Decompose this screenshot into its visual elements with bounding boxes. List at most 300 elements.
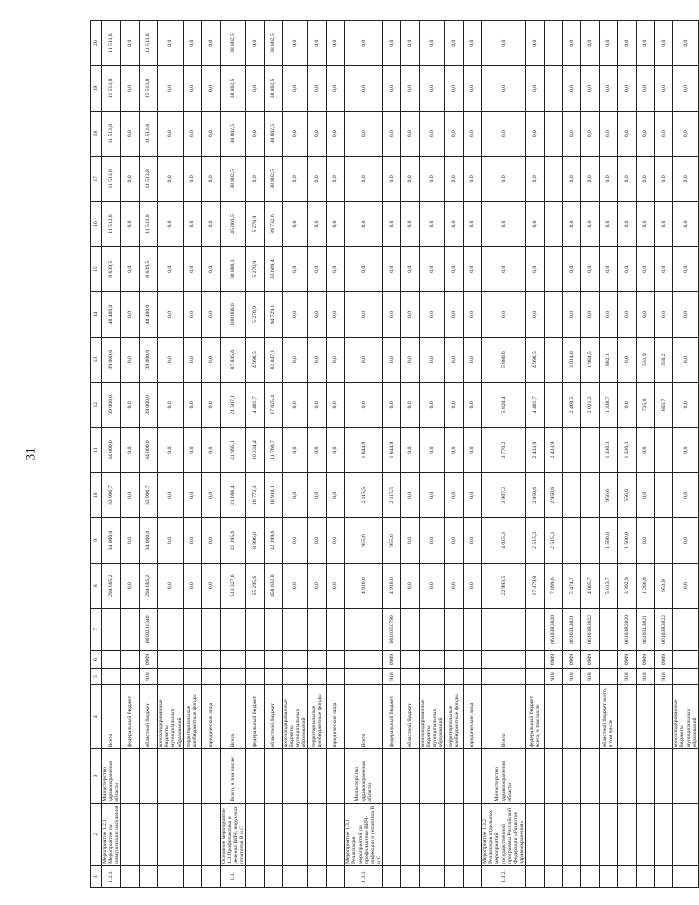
table-cell: Всего — [220, 685, 246, 749]
value-cell: 1 500,0 — [618, 518, 636, 563]
value-cell: 11 513,8 — [139, 111, 157, 156]
table-cell — [345, 669, 383, 685]
value-cell: 0,0 — [282, 201, 308, 246]
value-cell: 0,0 — [158, 66, 184, 111]
value-cell: 0,0 — [636, 21, 654, 66]
value-cell: 0,0 — [673, 427, 699, 472]
value-cell: 0,0 — [463, 427, 481, 472]
value-cell: 1 500,0 — [599, 518, 617, 563]
value-cell: 0,0 — [345, 292, 383, 337]
value-cell: 38 802,5 — [220, 156, 246, 201]
value-cell — [581, 518, 599, 563]
table-cell: 1.3.2. — [482, 865, 526, 887]
value-cell: 0,0 — [202, 518, 220, 563]
value-cell: 0,0 — [654, 21, 672, 66]
table-cell — [673, 608, 699, 650]
table-cell: юридические лица — [202, 685, 220, 749]
value-cell — [562, 427, 580, 472]
table-row — [526, 21, 544, 888]
table-cell — [463, 669, 481, 685]
value-cell: 0,0 — [445, 201, 463, 246]
value-cell: 0,0 — [562, 156, 580, 201]
value-cell: 0,0 — [383, 292, 401, 337]
table-cell — [158, 669, 184, 685]
table-cell — [326, 669, 344, 685]
value-cell: 0,0 — [183, 247, 201, 292]
value-cell: 0,0 — [618, 21, 636, 66]
table-cell: 06103L3821 — [562, 608, 580, 650]
table-cell — [581, 685, 599, 749]
table-cell — [463, 650, 481, 668]
value-cell: 0,0 — [636, 247, 654, 292]
value-cell: 0,0 — [636, 156, 654, 201]
column-header: 19 — [91, 66, 102, 111]
column-header: 10 — [91, 473, 102, 518]
table-cell: территориальные внебюджетные фонды — [183, 685, 201, 749]
value-cell: 0,0 — [326, 201, 344, 246]
table-cell: Министерство здравоохранения области — [482, 749, 526, 803]
value-cell: 0,0 — [463, 66, 481, 111]
value-cell: 0,0 — [673, 563, 699, 608]
value-cell: 0,0 — [345, 21, 383, 66]
column-header: 2 — [91, 803, 102, 865]
value-cell: 11 513,8 — [139, 66, 157, 111]
table-cell: консолидированные бюджеты муниципальных образований — [158, 685, 184, 749]
table-cell — [183, 650, 201, 668]
value-cell: 0,0 — [202, 337, 220, 382]
value-cell — [654, 518, 672, 563]
table-cell — [246, 608, 264, 650]
table-cell: 0909 — [383, 650, 401, 668]
value-cell: 0,0 — [121, 156, 139, 201]
value-cell: 55 295,6 — [246, 563, 264, 608]
value-cell: 0,0 — [158, 382, 184, 427]
table-cell — [264, 865, 282, 887]
table-cell — [282, 803, 308, 865]
value-cell: 0,0 — [345, 201, 383, 246]
value-cell: 0,0 — [183, 518, 201, 563]
value-cell: 0,0 — [121, 292, 139, 337]
column-header: 9 — [91, 518, 102, 563]
value-cell: 0,0 — [202, 427, 220, 472]
value-cell — [581, 473, 599, 518]
value-cell: 0,0 — [599, 247, 617, 292]
table-cell: 918 — [383, 669, 401, 685]
value-cell: 0,0 — [158, 201, 184, 246]
value-cell: 0,0 — [419, 473, 445, 518]
table-cell — [246, 749, 264, 803]
value-cell: 0,0 — [345, 156, 383, 201]
value-cell: 0,0 — [121, 337, 139, 382]
value-cell: 0,0 — [383, 247, 401, 292]
value-cell: 0,0 — [326, 382, 344, 427]
value-cell: 0,0 — [183, 473, 201, 518]
table-row — [654, 21, 672, 888]
value-cell: 0,0 — [202, 563, 220, 608]
value-cell: 1 336,3 — [618, 427, 636, 472]
value-cell: 0,0 — [121, 427, 139, 472]
table-cell — [401, 865, 419, 887]
value-cell: 0,0 — [419, 382, 445, 427]
column-header: 11 — [91, 427, 102, 472]
value-cell: 0,0 — [581, 156, 599, 201]
table-cell — [654, 803, 672, 865]
value-cell: 0,0 — [618, 156, 636, 201]
column-header: 7 — [91, 608, 102, 650]
table-cell — [599, 669, 617, 685]
table-cell: Всего — [482, 685, 526, 749]
table-cell — [419, 650, 445, 668]
table-header-row — [91, 21, 102, 888]
value-cell: 0,0 — [383, 201, 401, 246]
page-number: 31 — [22, 447, 38, 461]
table-cell — [202, 749, 220, 803]
table-cell: 0610351790 — [383, 608, 401, 650]
value-cell: 94 729,1 — [264, 292, 282, 337]
value-cell: 0,0 — [183, 201, 201, 246]
table-cell — [636, 685, 654, 749]
value-cell: 0,0 — [445, 292, 463, 337]
table-cell — [482, 669, 526, 685]
table-cell — [445, 608, 463, 650]
table-cell: 1.2.1. — [102, 865, 121, 887]
value-cell: 0,0 — [345, 66, 383, 111]
value-cell: 0,0 — [618, 292, 636, 337]
table-cell — [526, 803, 544, 865]
table-cell — [183, 803, 201, 865]
table-cell: 918 — [654, 669, 672, 685]
value-cell: 4 015,3 — [482, 518, 526, 563]
column-header: 5 — [91, 669, 102, 685]
value-cell: 38 802,5 — [220, 66, 246, 111]
value-cell — [544, 292, 562, 337]
value-cell: 0,0 — [636, 292, 654, 337]
table-cell: 918 — [636, 669, 654, 685]
value-cell: 0,0 — [383, 156, 401, 201]
value-cell: 0,0 — [673, 66, 699, 111]
table-cell: Мероприятие 1.2.1 Мероприятие по иммунизации населения — [102, 803, 121, 865]
value-cell: 0,0 — [526, 156, 544, 201]
value-cell: 0,0 — [482, 66, 526, 111]
value-cell: 0,0 — [673, 156, 699, 201]
value-cell: 0,0 — [282, 156, 308, 201]
value-cell: 0,0 — [599, 156, 617, 201]
value-cell: 0,0 — [121, 518, 139, 563]
value-cell: 21 195,6 — [220, 518, 246, 563]
value-cell: 0,0 — [345, 247, 383, 292]
table-cell: консолидированные бюджеты муниципальных образований — [282, 685, 308, 749]
table-cell — [482, 650, 526, 668]
value-cell: 0,0 — [202, 473, 220, 518]
table-cell: 918 — [618, 669, 636, 685]
table-cell: Мероприятие 1.3.1 Реализация мероприятий по профилактике ВИЧ-инфекции и гепатитов В и С — [345, 803, 383, 865]
value-cell: 0,0 — [246, 21, 264, 66]
value-cell: 0,0 — [158, 111, 184, 156]
value-cell: 0,0 — [562, 66, 580, 111]
table-cell — [526, 669, 544, 685]
value-cell: 0,0 — [581, 21, 599, 66]
table-cell: 918 — [544, 669, 562, 685]
value-cell: 5 880,6 — [482, 337, 526, 382]
table-cell — [121, 650, 139, 668]
value-cell: 0,0 — [308, 292, 326, 337]
value-cell: 0,0 — [326, 292, 344, 337]
table-cell: юридические лица — [463, 685, 481, 749]
table-cell — [246, 669, 264, 685]
value-cell: 0,0 — [445, 563, 463, 608]
value-cell: 0,0 — [445, 518, 463, 563]
value-cell: 294 685,2 — [102, 563, 121, 608]
value-cell: 5 270,9 — [246, 201, 264, 246]
value-cell: 0,0 — [383, 382, 401, 427]
table-cell: Всего, в том числе: — [220, 749, 246, 803]
value-cell: 0,0 — [482, 156, 526, 201]
table-cell: территориальные внебюджетные фонды — [445, 685, 463, 749]
value-cell: 0,0 — [562, 247, 580, 292]
table-row — [102, 21, 121, 888]
value-cell: 0,0 — [308, 473, 326, 518]
table-row — [220, 21, 246, 888]
table-cell: юридические лица — [326, 685, 344, 749]
value-cell: 350,2 — [654, 337, 672, 382]
table-row — [345, 21, 383, 888]
value-cell: 0,0 — [654, 66, 672, 111]
table-cell — [419, 608, 445, 650]
table-cell — [246, 803, 264, 865]
value-cell: 0,0 — [463, 382, 481, 427]
value-cell: 33 996,7 — [102, 473, 121, 518]
value-cell: 0,0 — [463, 111, 481, 156]
value-cell: 0,0 — [562, 111, 580, 156]
table-cell — [618, 749, 636, 803]
table-cell: областной бюджет — [139, 685, 157, 749]
table-row — [618, 21, 636, 888]
value-cell: 0,0 — [326, 247, 344, 292]
value-cell: 0,0 — [445, 66, 463, 111]
value-cell: 0,0 — [158, 156, 184, 201]
table-cell: 06103L3821 — [636, 608, 654, 650]
value-cell: 0,0 — [308, 201, 326, 246]
value-cell: 4 481,7 — [246, 382, 264, 427]
table-cell: Всего — [102, 685, 121, 749]
table-cell — [102, 608, 121, 650]
value-cell: 0,0 — [654, 292, 672, 337]
table-cell — [445, 749, 463, 803]
table-cell — [445, 669, 463, 685]
table-cell — [139, 865, 157, 887]
table-cell — [183, 608, 201, 650]
value-cell: 0,0 — [202, 156, 220, 201]
value-cell: 0,0 — [581, 201, 599, 246]
table-cell — [282, 865, 308, 887]
table-cell — [308, 608, 326, 650]
column-header: 6 — [91, 650, 102, 668]
table-cell — [562, 865, 580, 887]
value-cell: 0,0 — [618, 66, 636, 111]
value-cell: 0,0 — [308, 518, 326, 563]
value-cell: 0,0 — [618, 337, 636, 382]
value-cell: 3 770,2 — [482, 427, 526, 472]
value-cell: 38 802,5 — [220, 111, 246, 156]
value-cell: 0,0 — [618, 111, 636, 156]
value-cell: 0,0 — [482, 111, 526, 156]
value-cell: 0,0 — [463, 247, 481, 292]
table-cell: 1.3. — [220, 865, 246, 887]
value-cell: 1 984,5 — [581, 337, 599, 382]
table-row — [308, 21, 326, 888]
value-cell: 2 950,6 — [544, 473, 562, 518]
table-cell: 0909 — [581, 650, 599, 668]
value-cell: 0,0 — [282, 247, 308, 292]
table-cell — [544, 865, 562, 887]
value-cell: 0,0 — [636, 201, 654, 246]
value-cell: 33 609,4 — [264, 247, 282, 292]
table-cell — [463, 865, 481, 887]
table-row — [246, 21, 264, 888]
value-cell: 0,0 — [183, 382, 201, 427]
value-cell: 294 685,2 — [139, 563, 157, 608]
table-cell — [326, 650, 344, 668]
column-header: 20 — [91, 21, 102, 66]
table-cell — [202, 865, 220, 887]
value-cell: 513 327,6 — [220, 563, 246, 608]
value-cell: 0,0 — [401, 337, 419, 382]
table-cell — [562, 685, 580, 749]
value-cell: 38 880,3 — [220, 247, 246, 292]
value-cell: 0,0 — [463, 473, 481, 518]
value-cell: 0,0 — [401, 292, 419, 337]
value-cell: 5 270,9 — [246, 292, 264, 337]
value-cell: 8 639,5 — [102, 247, 121, 292]
value-cell: 0,0 — [282, 337, 308, 382]
table-cell: федеральный бюджет всего, в том числе — [526, 685, 544, 749]
value-cell: 39 000,0 — [139, 382, 157, 427]
value-cell: 0,0 — [636, 473, 654, 518]
value-cell: 11 513,8 — [102, 21, 121, 66]
value-cell: 0,0 — [158, 337, 184, 382]
table-cell — [121, 608, 139, 650]
value-cell: 5 474,7 — [562, 563, 580, 608]
table-cell: 0909 — [562, 650, 580, 668]
value-cell: 0,0 — [308, 427, 326, 472]
value-cell: 0,0 — [401, 156, 419, 201]
value-cell: 0,0 — [419, 337, 445, 382]
value-cell: 11 513,8 — [139, 156, 157, 201]
table-row — [463, 21, 481, 888]
table-row — [445, 21, 463, 888]
value-cell: 0,0 — [282, 563, 308, 608]
value-cell: 0,0 — [383, 66, 401, 111]
table-cell — [383, 749, 401, 803]
table-row — [581, 21, 599, 888]
column-header: 1 — [91, 865, 102, 887]
value-cell: 38 802,5 — [264, 111, 282, 156]
table-cell — [599, 803, 617, 865]
value-cell: 0,0 — [419, 427, 445, 472]
value-cell: 34 000,0 — [102, 427, 121, 472]
value-cell: 0,0 — [326, 337, 344, 382]
value-cell: 0,0 — [345, 111, 383, 156]
value-cell: 4 916,0 — [383, 563, 401, 608]
table-row — [202, 21, 220, 888]
table-cell — [264, 749, 282, 803]
value-cell: 0,0 — [308, 111, 326, 156]
table-row — [544, 21, 562, 888]
table-cell — [102, 650, 121, 668]
table-cell — [419, 669, 445, 685]
value-cell: 0,0 — [345, 337, 383, 382]
column-header: 13 — [91, 337, 102, 382]
value-cell: 0,0 — [183, 563, 201, 608]
value-cell: 10 234,4 — [246, 427, 264, 472]
value-cell: 0,0 — [673, 201, 699, 246]
value-cell: 0,0 — [202, 111, 220, 156]
value-cell: 17 379,8 — [526, 563, 544, 608]
table-cell — [121, 669, 139, 685]
table-cell — [401, 803, 419, 865]
table-cell — [463, 608, 481, 650]
value-cell: 33 996,7 — [139, 473, 157, 518]
table-cell — [220, 669, 246, 685]
column-header: 14 — [91, 292, 102, 337]
table-cell — [220, 608, 246, 650]
value-cell: 0,0 — [202, 292, 220, 337]
value-cell: 5 820,4 — [482, 382, 526, 427]
value-cell: 0,0 — [183, 156, 201, 201]
value-cell: 0,0 — [445, 427, 463, 472]
table-cell — [139, 749, 157, 803]
value-cell: 0,0 — [673, 111, 699, 156]
table-cell — [401, 608, 419, 650]
table-row — [482, 21, 526, 888]
table-cell — [282, 749, 308, 803]
value-cell: 22 993,5 — [482, 563, 526, 608]
table-cell — [618, 865, 636, 887]
value-cell: 0,0 — [202, 21, 220, 66]
value-cell: 0,0 — [183, 21, 201, 66]
value-cell: 0,0 — [401, 382, 419, 427]
value-cell: 0,0 — [526, 292, 544, 337]
table-row — [121, 21, 139, 888]
table-cell: федеральный бюджет — [383, 685, 401, 749]
value-cell: 0,0 — [445, 21, 463, 66]
value-cell: 0,0 — [121, 201, 139, 246]
table-cell — [282, 669, 308, 685]
column-header: 8 — [91, 563, 102, 608]
value-cell: 8 639,5 — [139, 247, 157, 292]
value-cell: 0,0 — [326, 427, 344, 472]
value-cell: 0,0 — [326, 111, 344, 156]
column-header: 12 — [91, 382, 102, 427]
value-cell: 0,0 — [482, 292, 526, 337]
value-cell: 0,0 — [419, 292, 445, 337]
value-cell: 0,0 — [526, 66, 544, 111]
value-cell: 38 802,5 — [264, 21, 282, 66]
value-cell: 0,0 — [401, 563, 419, 608]
table-cell — [308, 650, 326, 668]
value-cell: 0,0 — [419, 247, 445, 292]
value-cell: 48 480,0 — [102, 292, 121, 337]
table-cell — [264, 608, 282, 650]
value-cell: 2 950,6 — [526, 473, 544, 518]
value-cell: 0,0 — [599, 66, 617, 111]
table-cell — [183, 865, 201, 887]
table-cell: 06103R3822 — [654, 608, 672, 650]
value-cell: 956,6 — [599, 473, 617, 518]
table-cell — [673, 669, 699, 685]
table-cell — [445, 650, 463, 668]
table-cell — [139, 803, 157, 865]
